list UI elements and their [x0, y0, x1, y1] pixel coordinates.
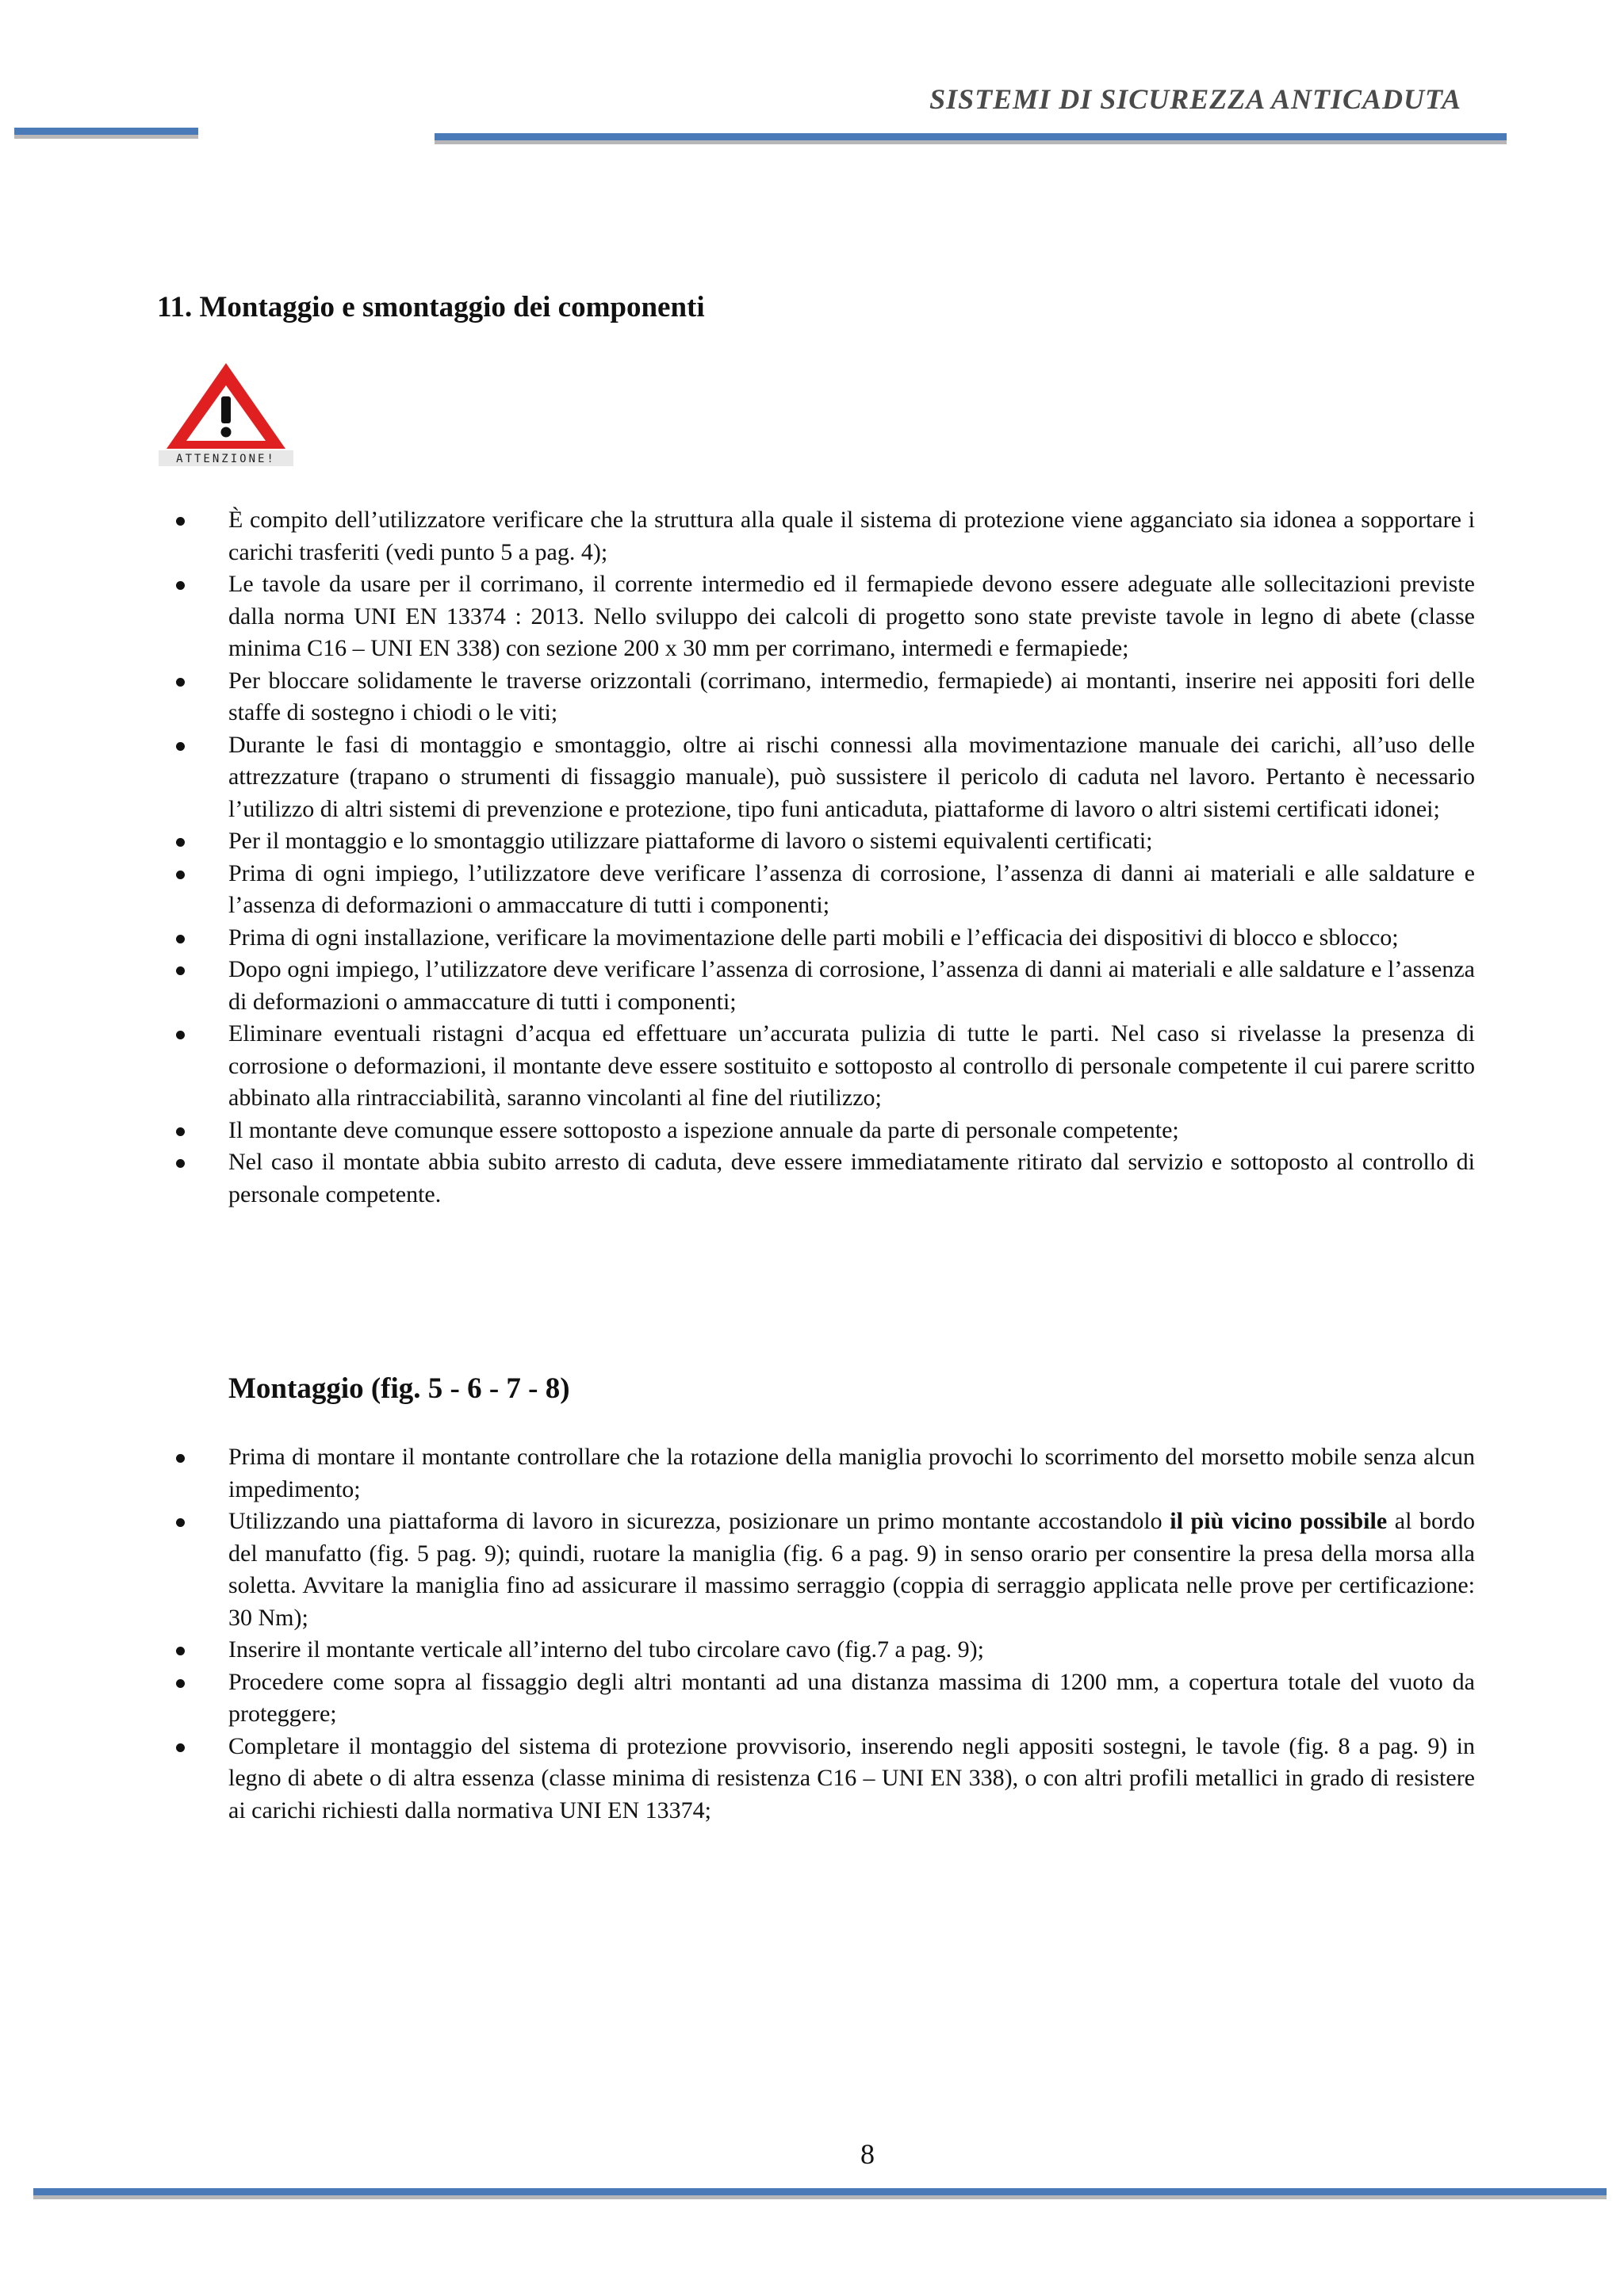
bullet-dot-icon: [176, 838, 185, 847]
header-rule-right: [435, 133, 1507, 140]
list-item: [228, 1634, 1475, 1667]
list-item: [228, 1146, 1475, 1211]
bullet-dot-icon: [176, 581, 185, 590]
list-item-emphasis: il più vicino possibile: [1170, 1508, 1388, 1534]
list-item-text: Per bloccare solidamente le traverse orizzontali (corrimano, intermedio, fermapiede) ai montanti, inserire nei appositi fori delle staffe di sostegno i chiodi o le viti;: [228, 667, 1475, 725]
list-item-text: al bordo del manufatto (fig. 5 pag. 9); quindi, ruotare la maniglia (fig. 6 a pag. 9) in senso orario per consentire la presa della morsa alla soletta. Avvitare la maniglia fino ad assicurare il massimo serraggio (coppia di serraggio applicata nelle prove per certificazione: 30 Nm);: [228, 1508, 1476, 1631]
page-number: 8: [860, 2138, 875, 2170]
section-title: 11. Montaggio e smontaggio dei componenti: [157, 291, 705, 323]
list-item-text: Eliminare eventuali ristagni d’acqua ed effettuare un’accurata pulizia di tutte le parti. Nel caso si rivelasse la presenza di corrosione o deformazioni, il montante deve essere sostituito e sottoposto al controllo di personale competente il cui parere scritto abbinato alla rintracciabilità, saranno vincolanti al fine del riutilizzo;: [228, 1020, 1475, 1111]
bullet-list-montaggio: [228, 1441, 1475, 1827]
bullet-dot-icon: [176, 517, 185, 526]
footer-rule: [33, 2188, 1607, 2195]
list-item-text: Prima di montare il montante controllare che la rotazione della maniglia provochi lo scorrimento del morsetto mobile senza alcun impedimento;: [228, 1444, 1475, 1502]
bullet-dot-icon: [176, 1159, 185, 1168]
list-item-text: Per il montaggio e lo smontaggio utilizzare piattaforme di lavoro o sistemi equivalenti certificati;: [228, 828, 1153, 854]
list-item-text: Dopo ogni impiego, l’utilizzatore deve verificare l’assenza di corrosione, l’assenza di danni ai materiali e alle saldature e l’assenza di deformazioni o ammaccature di tutti i componenti;: [228, 956, 1475, 1015]
bullet-dot-icon: [176, 678, 185, 687]
list-item-text: Completare il montaggio del sistema di protezione provvisorio, inserendo negli appositi sostegni, le tavole (fig. 8 a pag. 9) in legno di abete o di altra essenza (classe minima di resistenza C16 – UNI EN 338), o con altri profili metallici in grado di resistere ai carichi richiesti dalla normativa UNI EN 13374;: [228, 1732, 1475, 1823]
exclamation-bar: [221, 396, 231, 423]
list-item-text: Utilizzando una piattaforma di lavoro in sicurezza, posizionare un primo montante accostandolo: [228, 1508, 1170, 1534]
list-item-text: Le tavole da usare per il corrimano, il corrente intermedio ed il fermapiede devono essere adeguate alle sollecitazioni previste dalla norma UNI EN 13374 : 2013. Nello sviluppo dei calcoli di progetto sono state previste tavole in legno di abete (classe minima C16 – UNI EN 338) con sezione 200 x 30 mm per corrimano, intermedi e fermapiede;: [228, 571, 1475, 661]
warning-label: ATTENZIONE!: [176, 453, 276, 465]
bullet-dot-icon: [176, 1127, 185, 1136]
bullet-dot-icon: [176, 935, 185, 943]
bullet-list-general: [228, 504, 1475, 1211]
bullet-dot-icon: [176, 1743, 185, 1752]
list-item: [228, 568, 1475, 665]
list-item: [228, 665, 1475, 729]
exclamation-dot: [221, 427, 232, 438]
warning-triangle-icon: [159, 358, 293, 466]
list-item: [228, 1506, 1475, 1634]
list-item-text: Nel caso il montate abbia subito arresto di caduta, deve essere immediatamente ritirato dal servizio e sottoposto al controllo di personale competente.: [228, 1149, 1475, 1207]
bullet-dot-icon: [176, 966, 185, 975]
list-item: [228, 504, 1475, 568]
list-item: [228, 954, 1475, 1018]
list-item-text: Durante le fasi di montaggio e smontaggio, oltre ai rischi connessi alla movimentazione manuale dei carichi, all’uso delle attrezzature (trapano o strumenti di fissaggio manuale), può sussistere il pericolo di caduta nel lavoro. Pertanto è necessario l’utilizzo di altri sistemi di prevenzione e protezione, tipo funi anticaduta, piattaforme di lavoro o altri sistemi certificati idonei;: [228, 731, 1475, 822]
list-item-text: È compito dell’utilizzatore verificare che la struttura alla quale il sistema di protezione viene agganciato sia idonea a sopportare i carichi trasferiti (vedi punto 5 a pag. 4);: [228, 507, 1475, 565]
bullet-dot-icon: [176, 871, 185, 879]
header-rule-left: [14, 128, 198, 135]
list-item: [228, 1667, 1475, 1731]
list-item: [228, 922, 1475, 955]
subsection-title: Montaggio (fig. 5 - 6 - 7 - 8): [228, 1372, 570, 1405]
bullet-dot-icon: [176, 742, 185, 751]
list-item: [228, 825, 1475, 858]
list-item-text: Prima di ogni impiego, l’utilizzatore deve verificare l’assenza di corrosione, l’assenza di danni ai materiali e alle saldature e l’assenza di deformazioni o ammaccature di tutti i componenti;: [228, 859, 1475, 918]
list-item: [228, 858, 1475, 922]
list-item-text: Il montante deve comunque essere sottoposto a ispezione annuale da parte di personale competente;: [228, 1116, 1179, 1143]
bullet-dot-icon: [176, 1647, 185, 1655]
list-item: [228, 1731, 1475, 1827]
list-item-text: Inserire il montante verticale all’interno del tubo circolare cavo (fig.7 a pag. 9);: [228, 1636, 984, 1663]
bullet-dot-icon: [176, 1031, 185, 1039]
list-item: [228, 1441, 1475, 1506]
bullet-dot-icon: [176, 1518, 185, 1527]
bullet-dot-icon: [176, 1679, 185, 1688]
list-item-text: Procedere come sopra al fissaggio degli altri montanti ad una distanza massima di 1200 mm, a copertura totale del vuoto da proteggere;: [228, 1668, 1475, 1727]
list-item: [228, 1018, 1475, 1115]
bullet-dot-icon: [176, 1454, 185, 1463]
list-item-text: Prima di ogni installazione, verificare la movimentazione delle parti mobili e l’efficacia dei dispositivi di blocco e sblocco;: [228, 924, 1399, 951]
list-item: [228, 729, 1475, 826]
list-item: [228, 1115, 1475, 1147]
running-header: SISTEMI DI SICUREZZA ANTICADUTA: [929, 83, 1461, 115]
